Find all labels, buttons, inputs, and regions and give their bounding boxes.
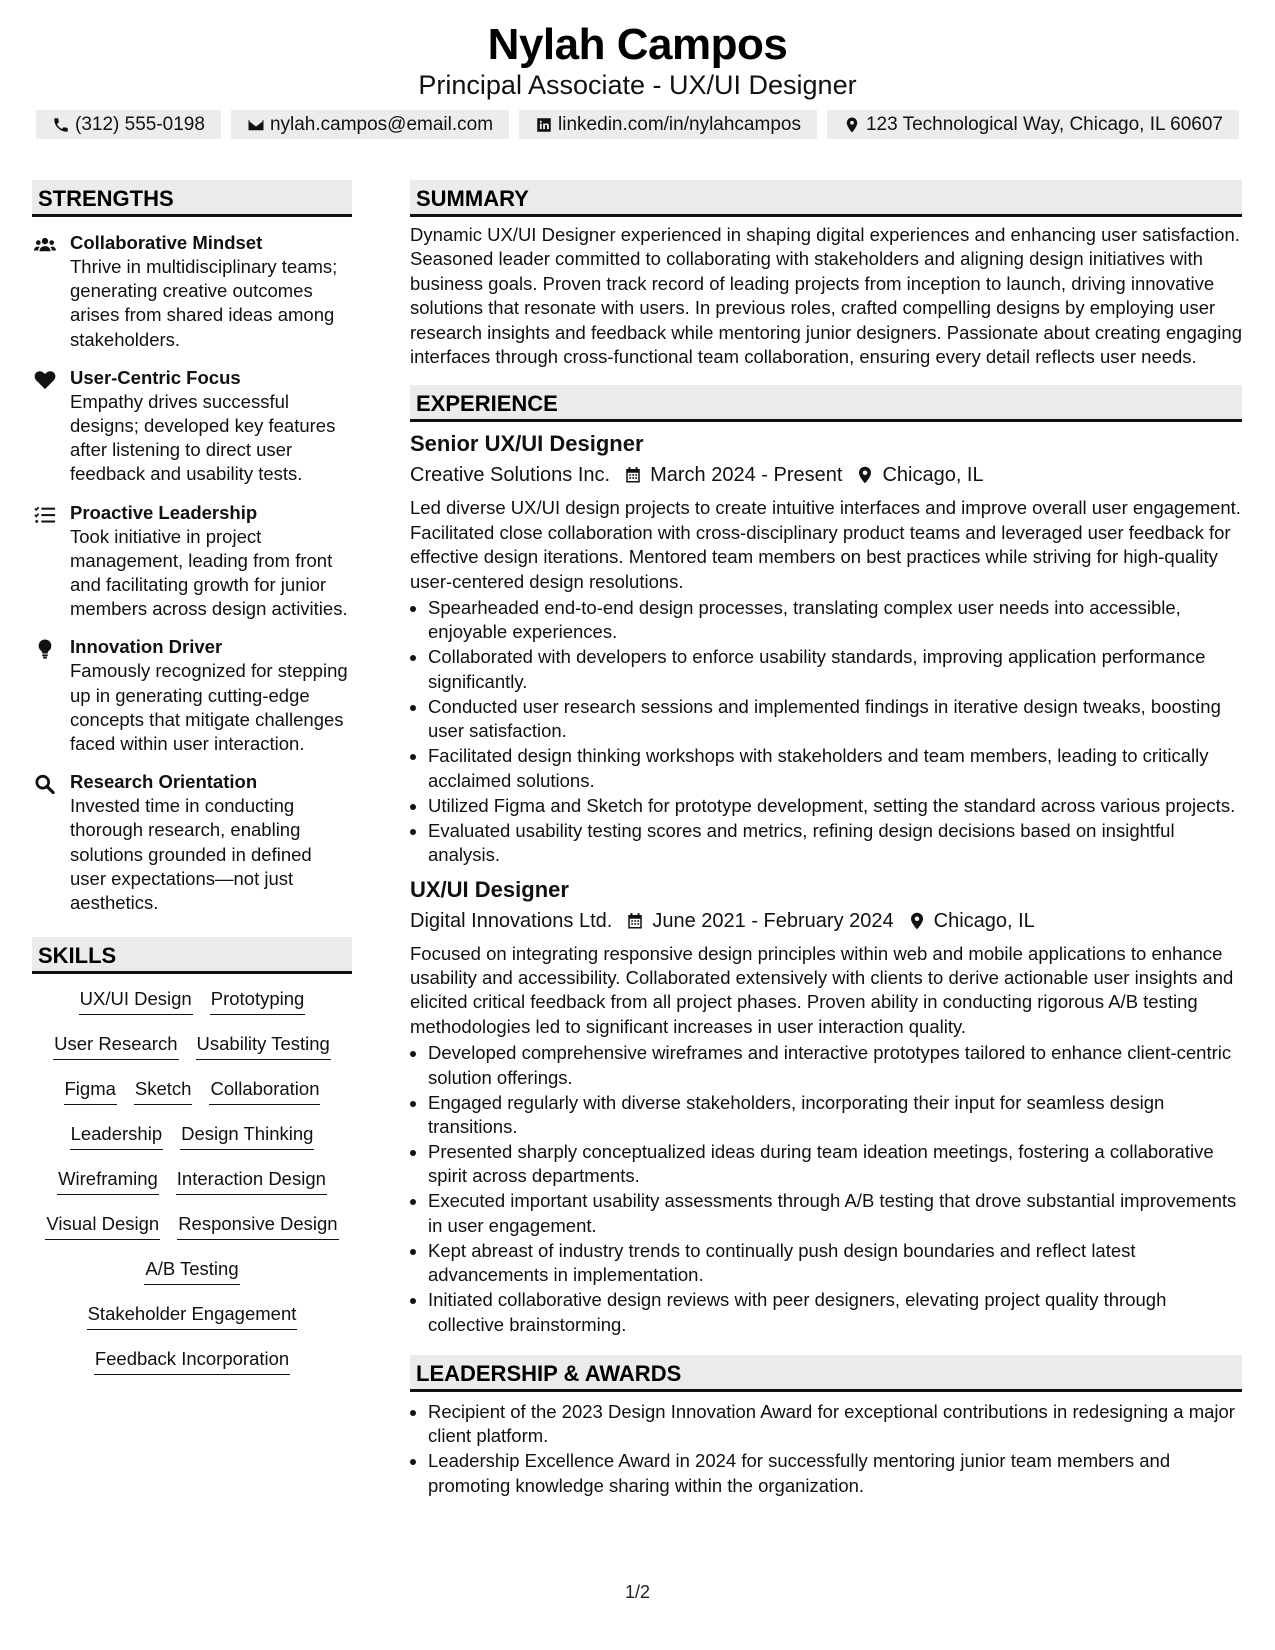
contact-bar: [0, 110, 1275, 139]
list-check-icon: [34, 505, 56, 525]
skill-row: [32, 1301, 352, 1346]
job-location: Chicago, IL: [882, 464, 984, 487]
skill-tag: Design Thinking: [180, 1121, 314, 1150]
job-bullet: • Collaborated with developers to enforce usability standards, improving application performance significantly.: [428, 645, 1242, 694]
resume-header: [0, 18, 1275, 139]
users-icon: [34, 235, 56, 255]
skill-tag: Feedback Incorporation: [94, 1346, 290, 1375]
award-bullet: • Recipient of the 2023 Design Innovation Award for exceptional contributions in redesigning a major client platform.: [428, 1400, 1242, 1449]
job-company: Creative Solutions Inc.: [410, 464, 611, 487]
map-pin-icon: [908, 912, 926, 930]
skill-row: [32, 986, 352, 1031]
page-number: 1/2: [624, 1582, 651, 1602]
map-pin-icon: [856, 466, 874, 484]
skill-tag: Sketch: [134, 1076, 193, 1105]
job-bullets: [410, 1041, 1242, 1337]
job-bullet: • Evaluated usability testing scores and metrics, refining design decisions based on insightful analysis.: [428, 819, 1242, 868]
skill-tag: Wireframing: [57, 1166, 159, 1195]
skill-row: [32, 1121, 352, 1166]
right-column: [410, 180, 1242, 1499]
skill-tag: UX/UI Design: [79, 986, 193, 1015]
strength-desc: Took initiative in project management, leading from front and facilitating growth for junior members across design activities.: [70, 525, 348, 620]
candidate-name: Nylah Campos: [487, 20, 788, 69]
job-bullet: • Executed important usability assessments through A/B testing that drove substantial improvements in user engagement.: [428, 1189, 1242, 1238]
search-icon: [34, 774, 56, 794]
phone-icon: [52, 116, 70, 134]
skill-row: [32, 1346, 352, 1391]
job-entry: [410, 876, 1242, 1337]
job-dates: March 2024 - Present: [650, 464, 843, 487]
skill-tag: Visual Design: [45, 1211, 160, 1240]
candidate-title: Principal Associate - UX/UI Designer: [418, 70, 857, 100]
skill-tag: Usability Testing: [196, 1031, 331, 1060]
summary-heading: SUMMARY: [410, 180, 1242, 217]
skill-tag: Interaction Design: [176, 1166, 327, 1195]
skill-tag: User Research: [53, 1031, 178, 1060]
strength-desc: Thrive in multidisciplinary teams; generating creative outcomes arises from shared ideas among stakeholders.: [70, 256, 338, 350]
summary-text: Dynamic UX/UI Designer experienced in shaping digital experiences and enhancing user satisfaction. Seasoned leader committed to collaborating with stakeholders and aligning design initiatives with business goals. Proven track record of leading projects from inception to launch, driving innovative solutions that resonate with users. In previous roles, crafted compelling designs by employing user research insights and feedback while mentoring junior designers. Passionate about creating engaging interfaces through cross-functional team collaboration, ensuring every detail reflects user needs.: [410, 224, 1242, 368]
strength-item: [32, 770, 352, 915]
job-bullet: • Conducted user research sessions and implemented findings in iterative design tweaks, boosting user satisfaction.: [428, 695, 1242, 744]
job-description: Led diverse UX/UI design projects to create intuitive interfaces and improve overall user engagement. Facilitated close collaboration with cross-disciplinary product teams and leveraged user feedback for effective design iterations. Mentored team members on best practices while striving for high-quality user-centered design resolutions.: [410, 497, 1241, 592]
left-column: [32, 180, 352, 1391]
skills-list: [32, 974, 352, 1391]
strength-item: [32, 635, 352, 756]
job-company: Digital Innovations Ltd.: [410, 909, 613, 932]
skill-tag: Figma: [64, 1076, 117, 1105]
job-bullet: • Presented sharply conceptualized ideas during team ideation meetings, fostering a collaborative spirit across departments.: [428, 1140, 1242, 1189]
awards-bullets: [410, 1400, 1242, 1498]
envelope-icon: [247, 116, 265, 134]
skill-tag: A/B Testing: [144, 1256, 239, 1285]
job-meta: [410, 906, 1242, 936]
linkedin-icon: [535, 116, 553, 134]
skill-tag: Responsive Design: [177, 1211, 338, 1240]
strength-desc: Empathy drives successful designs; developed key features after listening to direct user feedback and usability tests.: [70, 390, 336, 485]
job-description: Focused on integrating responsive design principles within web and mobile applications to enhance usability and accessibility. Collaborated extensively with clients to derive actionable user insights and elicited critical feedback from all project phases. Proven ability in conducting rigorous A/B testing methodologies led to significant increases in user interaction quality.: [410, 942, 1234, 1037]
skills-heading: SKILLS: [32, 937, 352, 974]
strength-title: Innovation Driver: [70, 636, 223, 658]
job-bullet: • Spearheaded end-to-end design processes, translating complex user needs into accessible, enjoyable experiences.: [428, 596, 1242, 645]
strength-title: User-Centric Focus: [70, 366, 241, 388]
address-chip: [827, 110, 1239, 139]
job-bullet: • Initiated collaborative design reviews with peer designers, elevating project quality through collective brainstorming.: [428, 1288, 1242, 1337]
job-title: UX/UI Designer: [410, 876, 569, 902]
strength-desc: Famously recognized for stepping up in generating cutting-edge concepts that mitigate challenges faced within user interaction.: [70, 660, 348, 755]
phone-text: (312) 555-0198: [75, 114, 205, 135]
skill-tag: Collaboration: [209, 1076, 320, 1105]
strengths-heading: STRENGTHS: [32, 180, 352, 217]
strength-item: [32, 231, 352, 352]
phone-chip[interactable]: [36, 110, 221, 139]
calendar-icon: [624, 466, 642, 484]
job-dates: June 2021 - February 2024: [652, 909, 894, 932]
job-entry: [410, 430, 1242, 867]
job-bullets: [410, 596, 1242, 867]
strength-desc: Invested time in conducting thorough research, enabling solutions grounded in defined user expectations—not just aesthetics.: [70, 795, 312, 914]
heart-icon: [34, 370, 56, 390]
lightbulb-icon: [34, 639, 56, 659]
skill-tag: Prototyping: [210, 986, 306, 1015]
awards-heading: LEADERSHIP & AWARDS: [410, 1355, 1242, 1392]
strength-title: Proactive Leadership: [70, 501, 258, 523]
job-location: Chicago, IL: [933, 909, 1035, 932]
linkedin-text: linkedin.com/in/nylahcampos: [558, 114, 801, 135]
job-bullet: • Engaged regularly with diverse stakeholders, incorporating their input for seamless design transitions.: [428, 1091, 1242, 1140]
job-title: Senior UX/UI Designer: [410, 431, 644, 457]
job-bullet: • Utilized Figma and Sketch for prototype development, setting the standard across various projects.: [428, 794, 1242, 818]
job-bullet: • Facilitated design thinking workshops with stakeholders and team members, leading to critically acclaimed solutions.: [428, 744, 1242, 793]
job-bullet: • Developed comprehensive wireframes and interactive prototypes tailored to enhance client-centric solution offerings.: [428, 1041, 1242, 1090]
job-bullet: • Kept abreast of industry trends to continually push design boundaries and reflect latest advancements in implementation.: [428, 1239, 1242, 1288]
linkedin-chip[interactable]: [519, 110, 817, 139]
skill-row: [32, 1256, 352, 1301]
email-text: nylah.campos@email.com: [269, 114, 494, 135]
address-text: 123 Technological Way, Chicago, IL 60607: [865, 114, 1223, 135]
strength-title: Collaborative Mindset: [70, 232, 263, 253]
award-bullet: • Leadership Excellence Award in 2024 for successfully mentoring junior team members and promoting knowledge sharing within the organization.: [428, 1449, 1242, 1498]
strength-item: [32, 366, 352, 487]
skill-row: [32, 1031, 352, 1076]
calendar-icon: [626, 912, 644, 930]
job-meta: [410, 460, 1242, 490]
strength-item: [32, 501, 352, 622]
skill-tag: Leadership: [70, 1121, 164, 1150]
skill-row: [32, 1166, 352, 1211]
email-chip[interactable]: [231, 110, 509, 139]
map-pin-icon: [843, 116, 861, 134]
skill-row: [32, 1211, 352, 1256]
strength-title: Research Orientation: [70, 771, 258, 793]
skill-tag: Stakeholder Engagement: [87, 1301, 298, 1330]
skill-row: [32, 1076, 352, 1121]
experience-heading: EXPERIENCE: [410, 385, 1242, 422]
